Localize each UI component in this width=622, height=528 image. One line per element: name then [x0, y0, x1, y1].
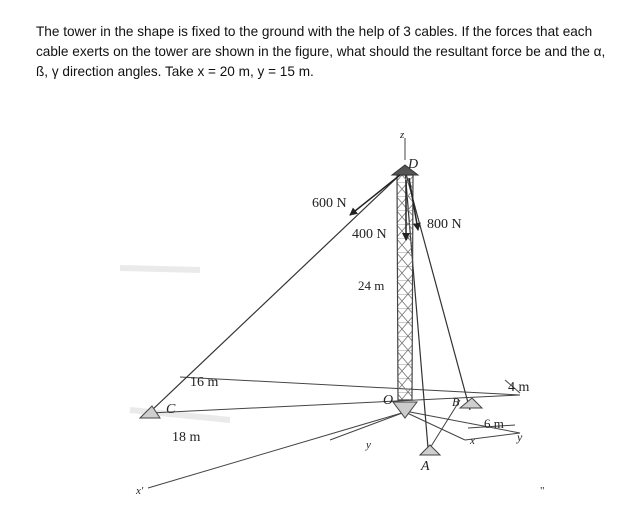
force-800-label: 800 N — [427, 217, 462, 232]
ground-axes — [148, 138, 520, 488]
dim-18m-label: 18 m — [172, 430, 201, 445]
axis-y-left-label: y — [366, 439, 371, 451]
anchors — [140, 398, 482, 455]
point-o-label: O — [383, 393, 394, 408]
y-axis-line — [330, 412, 405, 440]
axis-y-label: y — [517, 430, 523, 444]
point-b-label: B — [452, 395, 460, 409]
force-600-label: 600 N — [312, 196, 347, 211]
force-400-label: 400 N — [352, 227, 387, 242]
axis-x-label: x — [470, 435, 475, 447]
anchor-b — [460, 398, 482, 408]
x-axis-right — [405, 412, 465, 440]
cables — [150, 170, 470, 448]
ground-shading — [120, 268, 230, 420]
arrow-600n — [350, 175, 400, 215]
dim-24m-label: 24 m — [358, 278, 385, 293]
axis-x-prime-label: x′ — [136, 485, 144, 497]
quote-mark: " — [540, 485, 545, 497]
point-a-label: A — [421, 459, 430, 474]
ground-line-16m — [180, 377, 520, 395]
point-d-label: D — [408, 157, 419, 172]
point-c-label: C — [166, 402, 176, 417]
axis-z-label: z — [400, 129, 405, 141]
dim-6m-label: 6 m — [484, 416, 504, 431]
anchor-a — [420, 445, 440, 455]
dim-16m-label: 16 m — [190, 375, 219, 390]
problem-statement: The tower in the shape is fixed to the ground with the help of 3 cables. If the forces that each cable exerts on the tower are shown in the figure, what should the resultant force be and the α, ß, γ direction angles. Take x = 20 m, y = 15 m. — [36, 24, 606, 79]
dim-4m-label: 4 m — [508, 380, 530, 395]
